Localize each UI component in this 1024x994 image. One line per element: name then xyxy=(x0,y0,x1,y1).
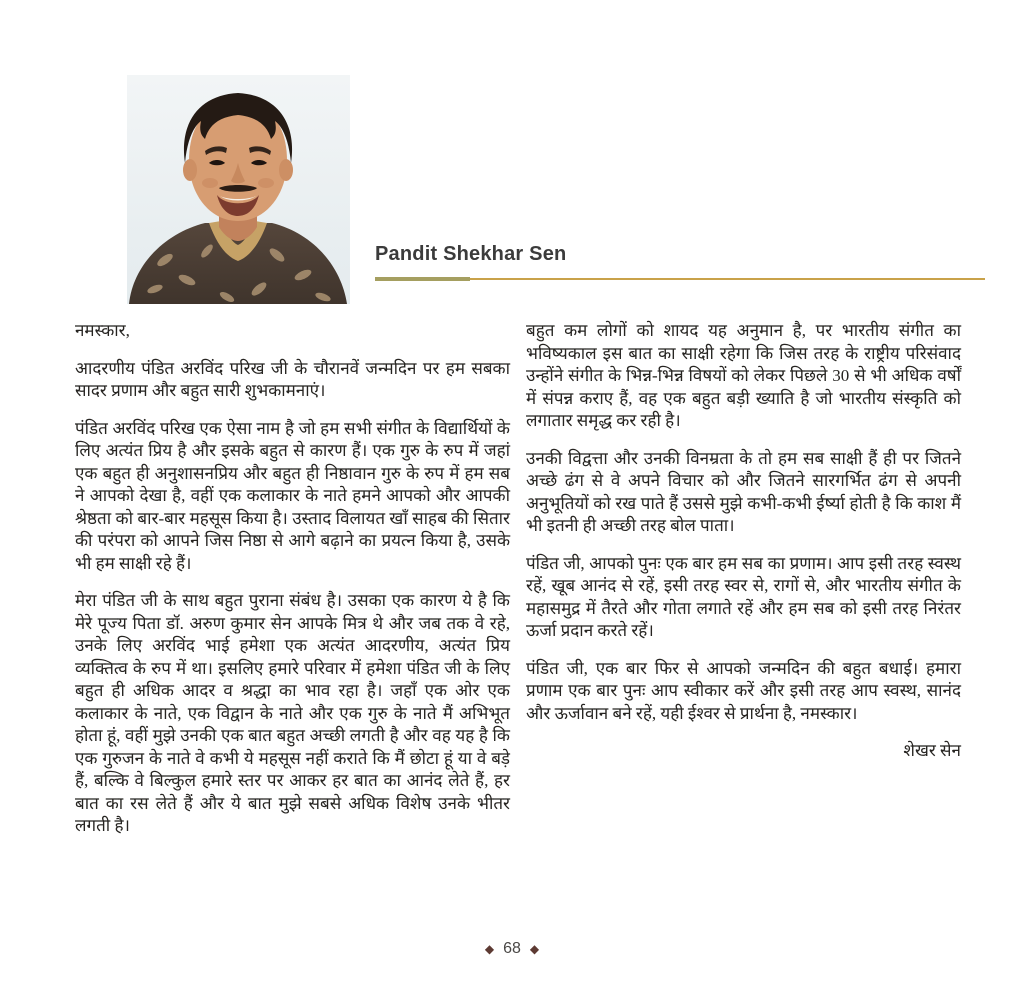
paragraph: बहुत कम लोगों को शायद यह अनुमान है, पर भारतीय संगीत का भविष्यकाल इस बात का साक्षी रहेगा कि जिस तरह के राष्ट्रीय परिसंवाद उन्होंने संगीत के भिन्न-भिन्न विषयों को लेकर पिछले 30 से भी अधिक वर्षों में संपन्न कराए हैं, वह एक बहुत बड़ी ख्याति है जो भारतीय संस्कृति को लगातार समृद्ध कर रही है। xyxy=(526,321,961,430)
paragraph: पंडित जी, आपको पुनः एक बार हम सब का प्रणाम। आप इसी तरह स्वस्थ रहें, खूब आनंद से रहें, इसी तरह स्वर से, रागों से, और भारतीय संगीत के महासमुद्र में तैरते और गोता लगाते रहें और हम सब को इसी तरह निरंतर ऊर्जा प्रदान करते रहें। xyxy=(526,553,961,640)
salutation: नमस्कार, xyxy=(75,321,130,340)
letter-body xyxy=(75,320,962,853)
page-number: 68 xyxy=(503,940,521,957)
diamond-icon: ◆ xyxy=(484,942,495,956)
title-underline xyxy=(375,276,985,282)
paragraph: उनकी विद्वत्ता और उनकी विनम्रता के तो हम सब साक्षी हैं ही पर जितने अच्छे ढंग से वे अपने विचार को और जितने सारगर्भित ढंग से अपनी अनुभूतियों को रख पाते हैं उससे मुझे कभी-कभी ईर्ष्या होती है कि काश मैं भी इतनी ही अच्छी तरह बोल पाता। xyxy=(526,448,961,535)
paragraph: पंडित अरविंद परिख एक ऐसा नाम है जो हम सभी संगीत के विद्यार्थियों के लिए अत्यंत प्रिय है और इसके बहुत से कारण हैं। एक गुरु के रुप में जहां एक बहुत ही अनुशासनप्रिय और बहुत ही निष्ठावान गुरु के रुप में हम सब ने आपको देखा है, वहीं एक कलाकार के नाते हमने आपको और आपकी श्रेष्ठता को बार-बार महसूस किया है। उस्ताद विलायत खाँ साहब की सितार की परंपरा को आपने जिस निष्ठा से आगे बढ़ाने का प्रयत्न किया है, उसके भी हम साक्षी रहे हैं। xyxy=(75,418,510,573)
underline-left-segment xyxy=(375,277,470,281)
portrait-photo xyxy=(127,75,350,304)
right-column xyxy=(526,320,961,853)
diamond-icon: ◆ xyxy=(529,942,540,956)
signature: शेखर सेन xyxy=(903,741,961,760)
left-column xyxy=(75,320,510,853)
page-footer xyxy=(0,941,1024,957)
portrait-illustration xyxy=(127,75,350,304)
paragraph: पंडित जी, एक बार फिर से आपको जन्मदिन की बहुत बधाई। हमारा प्रणाम एक बार पुनः आप स्वीकार करें और इसी तरह आप स्वस्थ, सानंद और ऊर्जावान बने रहें, यही ईश्वर से प्रार्थना है, नमस्कार। xyxy=(526,658,961,723)
underline-right-segment xyxy=(470,278,985,280)
paragraph: आदरणीय पंडित अरविंद परिख जी के चौरानवें जन्मदिन पर हम सबका सादर प्रणाम और बहुत सारी शुभकामनाएं। xyxy=(75,358,510,400)
paragraph: मेरा पंडित जी के साथ बहुत पुराना संबंध है। उसका एक कारण ये है कि मेरे पूज्य पिता डॉ. अरुण कुमार सेन आपके मित्र थे और जब तक वे रहे, उनके लिए अरविंद भाई हमेशा एक अत्यंत आदरणीय, अत्यंत प्रिय व्यक्तित्व के रुप में था। इसलिए हमारे परिवार में हमेशा पंडित जी के लिए बहुत ही अधिक आदर व श्रद्धा का भाव रहा है। जहाँ एक ओर एक कलाकार के नाते, एक विद्वान के नाते और एक गुरु के नाते मैं अभिभूत होता हूं, वहीं मुझे उनकी एक बात बहुत अच्छी लगती है और वह यह है कि एक गुरुजन के नाते वे कभी ये महसूस नहीं कराते कि मैं छोटा हूं या वे बड़े हैं, बल्कि वे बिल्कुल हमारे स्तर पर आकर हर बात का आनंद लेते हैं, हर बात का रस लेते हैं और ये बात मुझे सबसे अधिक विशेष उनके भीतर लगती है। xyxy=(75,591,510,835)
page-title: Pandit Shekhar Sen xyxy=(375,243,567,265)
